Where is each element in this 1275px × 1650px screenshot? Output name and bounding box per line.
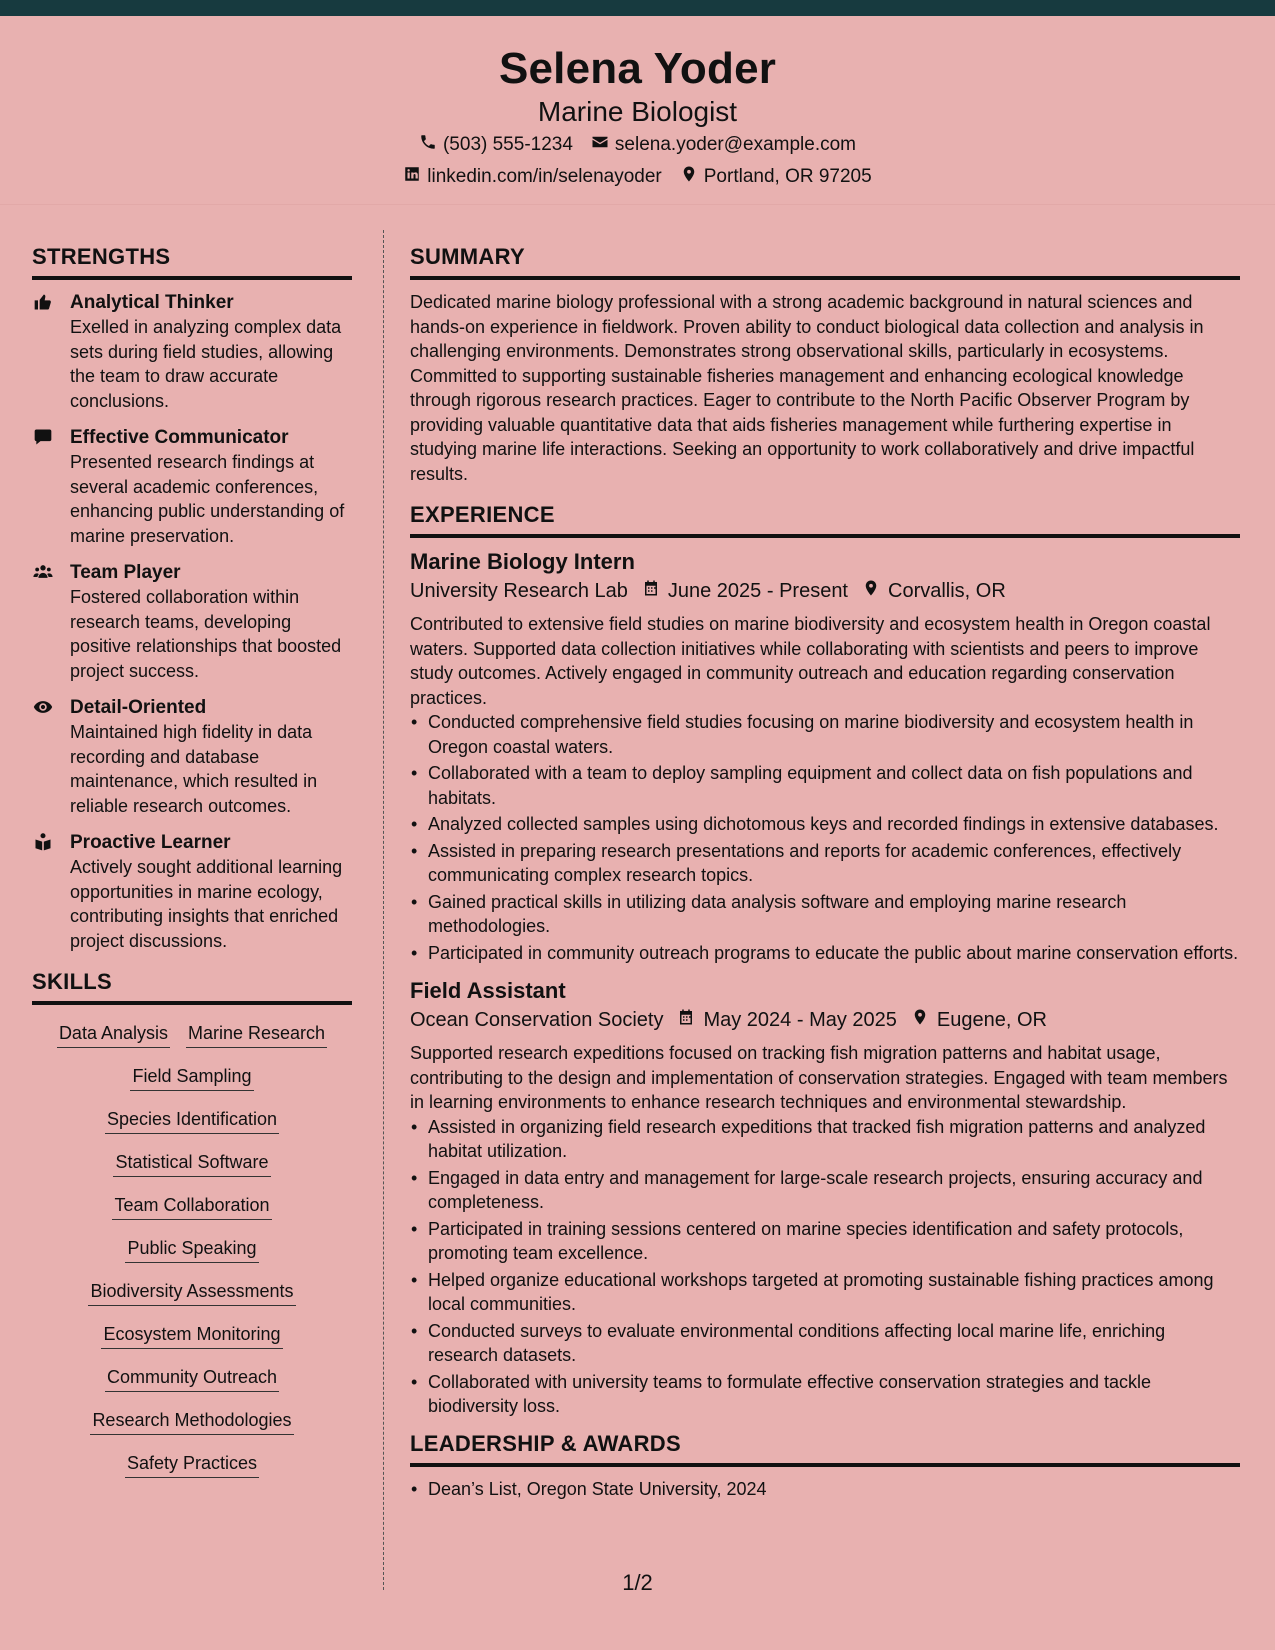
email-text[interactable]: selena.yoder@example.com <box>614 134 856 155</box>
strength-item <box>32 560 352 683</box>
job-entry <box>410 548 1240 965</box>
skill-tag: Statistical Software <box>113 1150 270 1177</box>
job-title: Field Assistant <box>410 978 566 1003</box>
linkedin-icon <box>403 165 421 189</box>
skill-tag: Community Outreach <box>105 1365 279 1392</box>
skills-list <box>32 1015 352 1488</box>
strength-desc: Fostered collaboration within research teams, developing positive relationships that boosted project success. <box>70 587 342 681</box>
left-column <box>32 244 352 1488</box>
page-number: 1/2 <box>622 1570 653 1595</box>
candidate-title: Marine Biologist <box>537 96 738 127</box>
strength-item <box>32 695 352 818</box>
job-meta <box>410 1005 1240 1035</box>
skill-tag: Field Sampling <box>130 1064 253 1091</box>
calendar-icon <box>663 1005 703 1035</box>
skill-tag: Team Collaboration <box>112 1193 271 1220</box>
job-company: University Research Lab <box>410 580 628 602</box>
job-entry <box>410 977 1240 1419</box>
job-description: Supported research expeditions focused on tracking fish migration patterns and habitat usage, contributing to the design and implementation of conservation strategies. Engaged with team members in learning environments to enhance research techniques and environmental stewardship. <box>410 1043 1228 1112</box>
strength-item <box>32 425 352 548</box>
contact-phone <box>419 133 573 157</box>
list-item: • Engaged in data entry and management for large-scale research projects, ensuring accuracy and completeness. <box>410 1166 1240 1215</box>
speech-bubble-icon <box>32 427 56 449</box>
strength-title: Effective Communicator <box>70 427 289 448</box>
contact-row-1 <box>0 133 1275 157</box>
skill-tag: Safety Practices <box>125 1451 259 1478</box>
eye-icon <box>32 697 56 719</box>
job-bullets <box>410 1115 1240 1419</box>
strength-title: Detail-Oriented <box>70 697 207 718</box>
users-icon <box>32 562 56 584</box>
strength-desc: Exelled in analyzing complex data sets during field studies, allowing the team to draw accurate conclusions. <box>70 317 342 411</box>
list-item: • Gained practical skills in utilizing data analysis software and employing marine research methodologies. <box>410 890 1240 939</box>
list-item: • Participated in training sessions centered on marine species identification and safety protocols, promoting team excellence. <box>410 1217 1240 1266</box>
list-item: • Collaborated with university teams to formulate effective conservation strategies and tackle biodiversity loss. <box>410 1370 1240 1419</box>
job-location: Eugene, OR <box>936 1009 1047 1031</box>
calendar-icon <box>628 576 668 606</box>
strength-title: Analytical Thinker <box>70 292 234 313</box>
right-column <box>410 244 1240 1513</box>
candidate-name: Selena Yoder <box>498 44 777 93</box>
list-item: • Conducted comprehensive field studies focusing on marine biodiversity and ecosystem health in Oregon coastal waters. <box>410 710 1240 759</box>
skill-tag: Data Analysis <box>57 1021 170 1048</box>
skill-tag: Species Identification <box>105 1107 279 1134</box>
strength-title: Team Player <box>70 562 181 583</box>
location-text: Portland, OR 97205 <box>703 166 872 187</box>
contact-location <box>680 165 872 189</box>
column-divider <box>383 230 384 1590</box>
strengths-heading: STRENGTHS <box>32 244 352 280</box>
strength-desc: Presented research findings at several academic conferences, enhancing public understanding of marine preservation. <box>70 452 345 546</box>
skill-tag: Research Methodologies <box>90 1408 293 1435</box>
list-item: • Helped organize educational workshops targeted at promoting sustainable fishing practices among local communities. <box>410 1268 1240 1317</box>
strength-item <box>32 830 352 953</box>
learner-icon <box>32 832 56 854</box>
list-item: • Analyzed collected samples using dichotomous keys and recorded findings in extensive databases. <box>410 812 1240 837</box>
leadership-list <box>410 1477 1240 1502</box>
list-item: • Assisted in preparing research presentations and reports for academic conferences, effectively communicating complex research topics. <box>410 839 1240 888</box>
job-dates: June 2025 - Present <box>667 580 848 602</box>
job-title: Marine Biology Intern <box>410 549 635 574</box>
strength-desc: Actively sought additional learning opportunities in marine ecology, contributing insights that enriched project discussions. <box>70 857 343 951</box>
envelope-icon <box>591 133 609 157</box>
skill-tag: Public Speaking <box>125 1236 258 1263</box>
job-dates: May 2024 - May 2025 <box>703 1009 897 1031</box>
list-item: • Collaborated with a team to deploy sampling equipment and collect data on fish populations and habitats. <box>410 761 1240 810</box>
linkedin-text[interactable]: linkedin.com/in/selenayoder <box>427 166 662 187</box>
job-company: Ocean Conservation Society <box>410 1009 664 1031</box>
map-pin-icon <box>848 576 888 606</box>
list-item: • Conducted surveys to evaluate environmental conditions affecting local marine life, enriching research datasets. <box>410 1319 1240 1368</box>
strength-title: Proactive Learner <box>70 832 231 853</box>
job-bullets <box>410 710 1240 965</box>
skill-tag: Biodiversity Assessments <box>88 1279 295 1306</box>
header-divider <box>0 204 1275 205</box>
resume-header <box>0 16 1275 204</box>
summary-text: Dedicated marine biology professional with a strong academic background in natural sciences and hands-on experience in fieldwork. Proven ability to conduct biological data collection and analysis in challenging environments. Demonstrates strong observational skills, particularly in ecosystems. Committed to supporting sustainable fisheries management and enhancing ecological knowledge through rigorous research practices. Eager to contribute to the North Pacific Observer Program by providing valuable quantitative data that aids fisheries management while furthering expertise in studying marine life interactions. Seeking an opportunity to work collaboratively and drive impactful results. <box>410 292 1204 484</box>
contact-row-2 <box>0 165 1275 189</box>
list-item: • Assisted in organizing field research expeditions that tracked fish migration patterns and analyzed habitat utilization. <box>410 1115 1240 1164</box>
skill-tag: Marine Research <box>186 1021 327 1048</box>
job-location: Corvallis, OR <box>888 580 1006 602</box>
leadership-heading: LEADERSHIP & AWARDS <box>410 1431 1240 1467</box>
experience-heading: EXPERIENCE <box>410 502 1240 538</box>
map-pin-icon <box>680 165 698 189</box>
summary-heading: SUMMARY <box>410 244 1240 280</box>
phone-text[interactable]: (503) 555-1234 <box>442 134 573 155</box>
list-item: • Participated in community outreach programs to educate the public about marine conservation efforts. <box>410 941 1240 966</box>
skills-heading: SKILLS <box>32 969 352 1005</box>
map-pin-icon <box>897 1005 937 1035</box>
phone-icon <box>419 133 437 157</box>
job-description: Contributed to extensive field studies on marine biodiversity and ecosystem health in Oregon coastal waters. Supported data collection initiatives while collaborating with scientists and peers to improve study outcomes. Actively engaged in community outreach and education regarding conservation practices. <box>410 614 1211 708</box>
contact-email <box>591 133 856 157</box>
job-meta <box>410 576 1240 606</box>
skill-tag: Ecosystem Monitoring <box>101 1322 282 1349</box>
contact-linkedin <box>403 165 661 189</box>
thumbs-up-icon <box>32 292 56 314</box>
strength-item <box>32 290 352 413</box>
list-item: • Dean’s List, Oregon State University, 2024 <box>410 1477 1240 1502</box>
top-color-bar <box>0 0 1275 16</box>
strength-desc: Maintained high fidelity in data recording and database maintenance, which resulted in reliable research outcomes. <box>70 722 318 816</box>
